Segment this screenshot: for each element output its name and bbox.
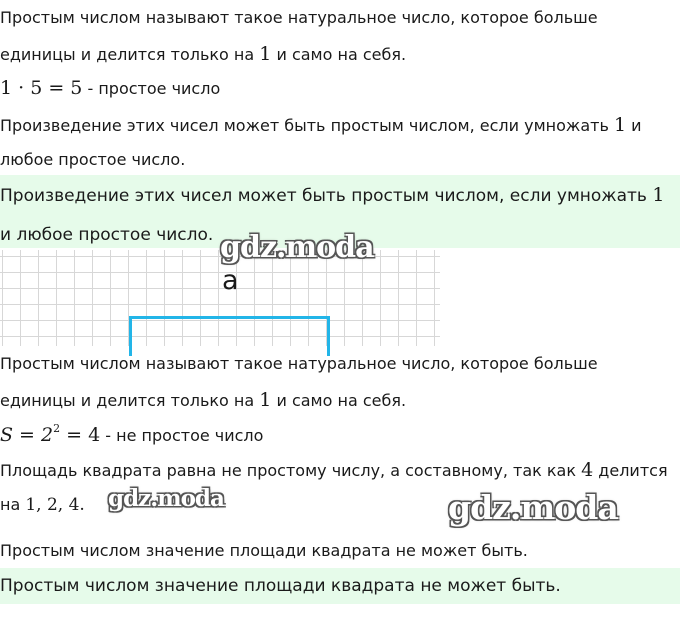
text-line: на 1, 2, 4. <box>0 495 85 515</box>
square-figure <box>129 316 330 356</box>
watermark-logo: gdz.moda <box>108 485 224 512</box>
text-line: Площадь квадрата равна не простому числу, а составному, так как 4 делится <box>0 459 668 481</box>
answer-line: Простым числом значение площади квадрата не может быть. <box>0 576 561 596</box>
text-line: Простым числом значение площади квадрата не может быть. <box>0 541 528 560</box>
math-expression: 1 · 5 = 5 <box>0 77 83 99</box>
text-line: единицы и делится только на 1 и само на себя. <box>0 389 407 411</box>
text-line: единицы и делится только на 1 и само на себя. <box>0 43 407 65</box>
math-line: $S = 2^2 = 4$ - не простое число <box>0 422 264 446</box>
math-expression: $S = 2^2 = 4$ <box>0 422 101 446</box>
math-line: 1 · 5 = 5 - простое число <box>0 77 221 99</box>
watermark-logo: gdz.moda <box>220 230 374 265</box>
answer-line: Произведение этих чисел может быть простым числом, если умножать 1 <box>0 184 665 206</box>
text-line: любое простое число. <box>0 150 186 169</box>
side-label: a <box>222 265 239 296</box>
answer-highlight <box>0 568 680 604</box>
text-line: Простым числом называют такое натуральное число, которое больше <box>0 354 598 373</box>
text-line: Произведение этих чисел может быть простым числом, если умножать 1 и <box>0 114 642 136</box>
text-line: Простым числом называют такое натуральное число, которое больше <box>0 8 598 27</box>
answer-line: и любое простое число. <box>0 225 214 245</box>
watermark-logo: gdz.moda <box>448 488 618 527</box>
